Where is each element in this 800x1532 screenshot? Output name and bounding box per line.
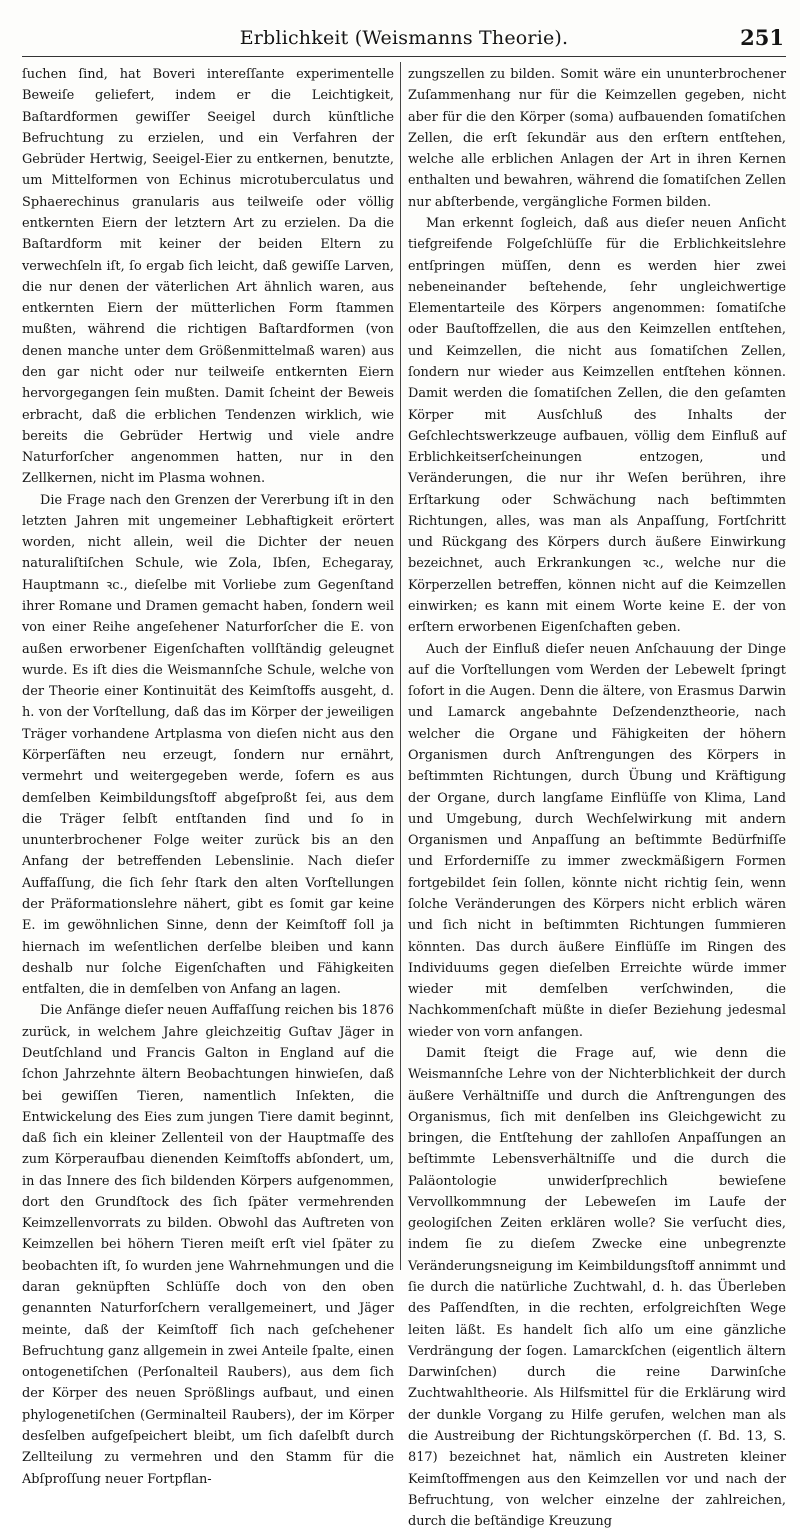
- paragraph: Damit ſteigt die Frage auf, wie denn die Weismannſche Lehre von der Nichterblichkeit der durch äußere Verhältniſſe und durch die Anſtrengungen des Organismus, ſich mit denſelben ins Gleichgewicht zu bringen, die Entſtehung der zahlloſen Anpaſſungen an beſtimmte Lebensverhältniſſe und die durch die Paläontologie unwiderſprechlich bewieſene Vervollkommnung der Lebeweſen im Laufe der geologiſchen Zeiten erklären wolle? Sie verſucht dies, indem ſie zu dieſem Zwecke eine unbegrenzte Veränderungsneigung im Keimbildungsſtoff annimmt und ſie durch die natürliche Zuchtwahl, d. h. das Überleben des Paſſendſten, in die rechten, erfolgreichſten Wege leiten läßt. Es handelt ſich alſo um eine gänzliche Verdrängung der ſogen. Lamarckſchen (eigentlich ältern Darwinſchen) durch die reine Darwinſche Zuchtwahltheorie. Als Hilfsmittel für die Erklärung wird der dunkle Vorgang zu Hilfe gerufen, welchen man als die Austreibung der Richtungskörperchen (ſ. Bd. 13, S. 817) bezeichnet hat, nämlich ein Austreten kleiner Keimſtoffmengen aus den Keimzellen vor und nach der Befruchtung, von welcher einzelne der zahlreichen, durch die beſtändige Kreuzung: [408, 1045, 786, 1530]
- header-rule: [22, 56, 786, 57]
- paragraph: Auch der Einfluß dieſer neuen Anſchauung der Dinge auf die Vorſtellungen vom Werden der Lebewelt ſpringt ſofort in die Augen. Denn die ältere, von Erasmus Darwin und Lamarck angebahnte Deſzendenztheorie, nach welcher die Organe und Fähigkeiten der höhern Organismen durch Anſtrengungen des Körpers in beſtimmten Richtungen, durch Übung und Kräftigung der Organe, durch langſame Einflüſſe von Klima, Land und Umgebung, durch Wechſelwirkung mit andern Organismen und Anpaſſung an beſtimmte Bedürfniſſe und Erforderniſſe zu immer zweckmäßigern Formen fortgebildet ſein ſollen, könnte nicht richtig ſein, wenn ſolche Veränderungen des Körpers nicht erblich wären und ſich nicht in beſtimmten Richtungen ſummieren könnten. Das durch äußere Einflüſſe im Ringen des Individuums gegen dieſelben Erreichte würde immer wieder mit demſelben verſchwinden, die Nachkommenſchaft müßte in dieſer Beziehung jedesmal wieder von vorn anfangen.: [408, 641, 786, 1040]
- page-number: 251: [740, 25, 784, 50]
- paragraph: Man erkennt ſogleich, daß aus dieſer neuen Anſicht tiefgreifende Folgeſchlüſſe für die Erblichkeitslehre entſpringen müſſen, denn es werden hier zwei nebeneinander beſtehende, ſehr ungleichwertige Elementarteile des Körpers angenommen: ſomatiſche oder Bauſtoffzellen, die aus den Keimzellen entſtehen, und Keimzellen, die nicht aus ſomatiſchen Zellen, ſondern nur wieder aus Keimzellen entſtehen können. Damit werden die ſomatiſchen Zellen, die den geſamten Körper mit Ausſchluß des Inhalts der Geſchlechtswerkzeuge aufbauen, völlig dem Einfluß auf Erblichkeitserſcheinungen entzogen, und Veränderungen, die nur ihr Weſen berühren, ihre Erſtarkung oder Schwächung nach beſtimmten Richtungen, alles, was man als Anpaſſung, Fortſchritt und Rückgang des Körpers durch äußere Einwirkung bezeichnet, auch Erkrankungen ꝛc., welche nur die Körperzellen betreffen, können nicht auf die Keimzellen einwirken; es kann mit einem Worte keine E. der von erſtern erworbenen Eigenſchaften geben.: [408, 215, 786, 636]
- right-column: [408, 64, 786, 1530]
- paragraph: Die Frage nach den Grenzen der Vererbung iſt in den letzten Jahren mit ungemeiner Lebhaftigkeit erörtert worden, nicht allein, weil die Dichter der neuen naturaliſtiſchen Schule, wie Zola, Ibſen, Echegaray, Hauptmann ꝛc., dieſelbe mit Vorliebe zum Gegenſtand ihrer Romane und Dramen gemacht haben, ſondern weil von einer Reihe angeſehener Naturforſcher die E. von außen erworbener Eigenſchaften vollſtändig geleugnet wurde. Es iſt dies die Weismannſche Schule, welche von der Theorie einer Kontinuität des Keimſtoffs ausgeht, d. h. von der Vorſtellung, daß das im Körper der jeweiligen Träger vorhandene Artplasma von dieſen nicht aus den Körperſäften neu erzeugt, ſondern nur ernährt, vermehrt und weitergegeben werde, ſofern es aus demſelben Keimbildungsſtoff abgeſproßt ſei, aus dem die Träger ſelbſt entſtanden ſind und ſo in ununterbrochener Folge weiter zurück bis an den Anfang der betreffenden Lebenslinie. Nach dieſer Auffaſſung, die ſich ſehr ſtark den alten Vorſtellungen der Präformationslehre nähert, gibt es ſomit gar keine E. im gewöhnlichen Sinne, denn der Keimſtoff ſoll ja hiernach im weſentlichen derſelbe bleiben und kann deshalb nur ſolche Eigenſchaften und Fähigkeiten entfalten, die in demſelben von Anfang an lagen.: [22, 492, 394, 998]
- left-column: [22, 64, 394, 1487]
- paragraph: ſuchen ſind, hat Boveri intereſſante experimentelle Beweiſe geliefert, indem er die Leichtigkeit, Baſtardformen gewiſſer Seeigel durch künſtliche Befruchtung zu erzielen, und ein Verfahren der Gebrüder Hertwig, Seeigel-Eier zu entkernen, benutzte, um Mittelformen von Echinus microtuberculatus und Sphaerechinus granularis aus teilweiſe oder völlig entkernten Eiern der letztern Art zu erzielen. Da die Baſtardform mit keiner der beiden Eltern zu verwechſeln iſt, ſo ergab ſich leicht, daß gewiſſe Larven, die nur denen der väterlichen Art ähnlich waren, aus entkernten Eiern der mütterlichen Form ſtammen mußten, während die richtigen Baſtardformen (von denen manche unter dem Größenmittelmaß waren) aus den gar nicht oder nur teilweiſe entkernten Eiern hervorgegangen ſein mußten. Damit ſcheint der Beweis erbracht, daß die erblichen Tendenzen wirklich, wie bereits die Gebrüder Hertwig und viele andre Naturforſcher angenommen hatten, nur in den Zellkernen, nicht im Plasma wohnen.: [22, 67, 394, 487]
- paragraph: Die Anfänge dieſer neuen Auffaſſung reichen bis 1876 zurück, in welchem Jahre gleichzeitig Guſtav Jäger in Deutſchland und Francis Galton in England auf die ſchon Jahrzehnte ältern Beobachtungen hinwieſen, daß bei gewiſſen Tieren, namentlich Inſekten, die Entwickelung des Eies zum jungen Tiere damit beginnt, daß ſich ein kleiner Zellenteil von der Hauptmaſſe des zum Körperaufbau dienenden Keimſtoffs abſondert, um, in das Innere des ſich bildenden Körpers aufgenommen, dort den Grundſtock des ſich ſpäter vermehrenden Keimzellenvorrats zu bilden. Obwohl das Auftreten von Keimzellen bei höhern Tieren meiſt erſt viel ſpäter zu beobachten iſt, ſo wurden jene Wahrnehmungen und die daran geknüpften Schlüſſe doch von den oben genannten Naturforſchern verallgemeinert, und Jäger meinte, daß der Keimſtoff ſich nach geſchehener Befruchtung ganz allgemein in zwei Anteile ſpalte, einen ontogenetiſchen (Perſonalteil Raubers), aus dem ſich der Körper des neuen Sprößlings aufbaut, und einen phylogenetiſchen (Germinalteil Raubers), der im Körper desſelben aufgeſpeichert bleibt, um ſich daſelbſt durch Zellteilung zu vermehren und den Stamm für die Abſproſſung neuer Fortpflan-: [22, 1003, 394, 1487]
- column-divider: [400, 62, 401, 1270]
- page-header: [22, 26, 786, 52]
- paragraph: zungszellen zu bilden. Somit wäre ein ununterbrochener Zuſammenhang nur für die Keimzellen gegeben, nicht aber für die den Körper (soma) aufbauenden ſomatiſchen Zellen, die erſt ſekundär aus den erſtern entſtehen, welche alle erblichen Anlagen der Art in ihren Kernen enthalten und bewahren, während die ſomatiſchen Zellen nur abſterbende, vergängliche Formen bilden.: [408, 67, 786, 210]
- running-title: Erblichkeit (Weismanns Theorie).: [239, 27, 569, 49]
